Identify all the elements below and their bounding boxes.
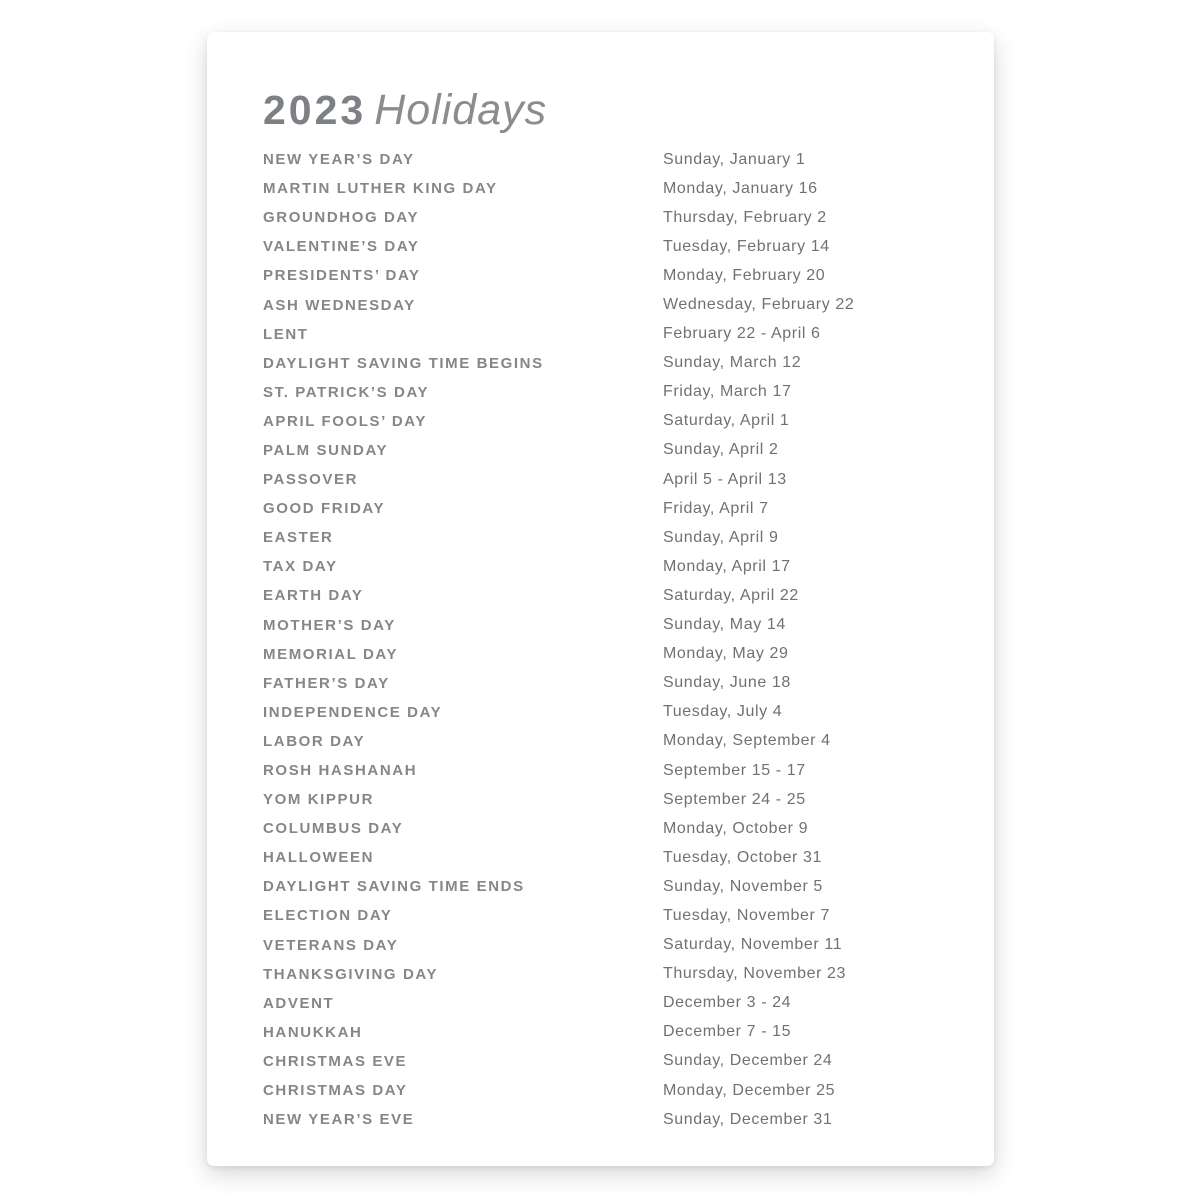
holiday-name: ST. PATRICK’S DAY bbox=[263, 383, 430, 401]
holiday-row bbox=[263, 727, 943, 756]
holiday-name: GROUNDHOG DAY bbox=[263, 209, 420, 227]
holiday-date: Sunday, June 18 bbox=[663, 674, 791, 692]
holiday-name: HALLOWEEN bbox=[263, 849, 375, 867]
title-word: Holidays bbox=[374, 86, 548, 134]
holiday-row bbox=[263, 407, 943, 436]
holiday-date: Tuesday, July 4 bbox=[663, 703, 783, 721]
holiday-date: Sunday, January 1 bbox=[663, 150, 806, 168]
holiday-row bbox=[263, 145, 943, 174]
holiday-name: INDEPENDENCE DAY bbox=[263, 703, 443, 721]
holiday-date: Friday, April 7 bbox=[663, 499, 769, 517]
holiday-row bbox=[263, 814, 943, 843]
holiday-row bbox=[263, 436, 943, 465]
holiday-name: MOTHER’S DAY bbox=[263, 616, 396, 634]
holiday-row bbox=[263, 349, 943, 378]
holiday-row bbox=[263, 174, 943, 203]
holiday-date: December 7 - 15 bbox=[663, 1023, 792, 1041]
holiday-row bbox=[263, 989, 943, 1018]
holiday-date: Saturday, April 1 bbox=[663, 412, 790, 430]
holiday-date: Sunday, April 9 bbox=[663, 528, 779, 546]
holiday-date: Monday, February 20 bbox=[663, 266, 826, 284]
holiday-name: NEW YEAR’S EVE bbox=[263, 1111, 415, 1129]
title-year: 2023 bbox=[263, 87, 367, 133]
holiday-date: Saturday, April 22 bbox=[663, 586, 799, 604]
holiday-date: Thursday, February 2 bbox=[663, 208, 827, 226]
holiday-name: CHRISTMAS EVE bbox=[263, 1052, 408, 1070]
holiday-date: Sunday, April 2 bbox=[663, 441, 779, 459]
holiday-date: Saturday, November 11 bbox=[663, 936, 843, 954]
holiday-row bbox=[263, 611, 943, 640]
holiday-row bbox=[263, 320, 943, 349]
holiday-row bbox=[263, 552, 943, 581]
holiday-page bbox=[207, 32, 994, 1166]
holiday-date: Tuesday, October 31 bbox=[663, 848, 823, 866]
holiday-row bbox=[263, 581, 943, 610]
holiday-row bbox=[263, 465, 943, 494]
holiday-date: Wednesday, February 22 bbox=[663, 296, 855, 314]
holiday-date: Monday, May 29 bbox=[663, 645, 789, 663]
holiday-date: Monday, April 17 bbox=[663, 557, 791, 575]
holiday-name: DAYLIGHT SAVING TIME BEGINS bbox=[263, 354, 544, 372]
holiday-name: VETERANS DAY bbox=[263, 936, 399, 954]
holiday-date: Thursday, November 23 bbox=[663, 965, 847, 983]
holiday-name: EARTH DAY bbox=[263, 587, 364, 605]
holiday-row bbox=[263, 1018, 943, 1047]
holiday-list bbox=[263, 145, 943, 1134]
holiday-name: NEW YEAR’S DAY bbox=[263, 151, 415, 169]
holiday-name: PASSOVER bbox=[263, 471, 359, 489]
holiday-date: Sunday, May 14 bbox=[663, 616, 786, 634]
holiday-row bbox=[263, 960, 943, 989]
holiday-row bbox=[263, 1105, 943, 1134]
holiday-name: FATHER’S DAY bbox=[263, 674, 390, 692]
holiday-name: LENT bbox=[263, 325, 309, 343]
holiday-name: VALENTINE’S DAY bbox=[263, 238, 420, 256]
holiday-name: GOOD FRIDAY bbox=[263, 500, 386, 518]
holiday-name: ADVENT bbox=[263, 994, 335, 1012]
holiday-name: COLUMBUS DAY bbox=[263, 820, 404, 838]
holiday-date: September 15 - 17 bbox=[663, 761, 806, 779]
holiday-date: December 3 - 24 bbox=[663, 994, 792, 1012]
holiday-date: Monday, December 25 bbox=[663, 1081, 836, 1099]
holiday-row bbox=[263, 843, 943, 872]
holiday-row bbox=[263, 756, 943, 785]
holiday-date: Tuesday, February 14 bbox=[663, 237, 830, 255]
holiday-date: Monday, September 4 bbox=[663, 732, 831, 750]
holiday-row bbox=[263, 261, 943, 290]
holiday-name: APRIL FOOLS’ DAY bbox=[263, 412, 427, 430]
holiday-row bbox=[263, 523, 943, 552]
holiday-name: ASH WEDNESDAY bbox=[263, 296, 416, 314]
holiday-row bbox=[263, 640, 943, 669]
holiday-row bbox=[263, 1047, 943, 1076]
holiday-name: PRESIDENTS’ DAY bbox=[263, 267, 421, 285]
holiday-row bbox=[263, 698, 943, 727]
holiday-row bbox=[263, 931, 943, 960]
holiday-row bbox=[263, 872, 943, 901]
holiday-row bbox=[263, 232, 943, 261]
page-title bbox=[263, 86, 994, 138]
holiday-name: ROSH HASHANAH bbox=[263, 762, 418, 780]
holiday-name: ELECTION DAY bbox=[263, 907, 393, 925]
holiday-name: HANUKKAH bbox=[263, 1023, 363, 1041]
holiday-name: YOM KIPPUR bbox=[263, 791, 375, 809]
holiday-date: Friday, March 17 bbox=[663, 383, 792, 401]
holiday-row bbox=[263, 290, 943, 319]
holiday-date: Sunday, December 31 bbox=[663, 1110, 833, 1128]
holiday-name: PALM SUNDAY bbox=[263, 441, 389, 459]
holiday-name: EASTER bbox=[263, 529, 334, 547]
holiday-row bbox=[263, 203, 943, 232]
holiday-row bbox=[263, 378, 943, 407]
holiday-date: April 5 - April 13 bbox=[663, 470, 787, 488]
holiday-date: February 22 - April 6 bbox=[663, 325, 821, 343]
holiday-date: Tuesday, November 7 bbox=[663, 906, 831, 924]
holiday-row bbox=[263, 901, 943, 930]
holiday-name: THANKSGIVING DAY bbox=[263, 965, 439, 983]
holiday-name: MEMORIAL DAY bbox=[263, 645, 399, 663]
holiday-name: CHRISTMAS DAY bbox=[263, 1082, 408, 1100]
holiday-row bbox=[263, 785, 943, 814]
holiday-name: DAYLIGHT SAVING TIME ENDS bbox=[263, 878, 525, 896]
holiday-date: September 24 - 25 bbox=[663, 790, 806, 808]
holiday-date: Monday, October 9 bbox=[663, 819, 809, 837]
holiday-name: TAX DAY bbox=[263, 558, 338, 576]
holiday-date: Sunday, March 12 bbox=[663, 354, 802, 372]
holiday-row bbox=[263, 494, 943, 523]
holiday-date: Monday, January 16 bbox=[663, 179, 818, 197]
holiday-date: Sunday, December 24 bbox=[663, 1052, 833, 1070]
holiday-name: LABOR DAY bbox=[263, 732, 366, 750]
holiday-row bbox=[263, 1076, 943, 1105]
holiday-row bbox=[263, 669, 943, 698]
holiday-name: MARTIN LUTHER KING DAY bbox=[263, 180, 498, 198]
holiday-date: Sunday, November 5 bbox=[663, 877, 823, 895]
